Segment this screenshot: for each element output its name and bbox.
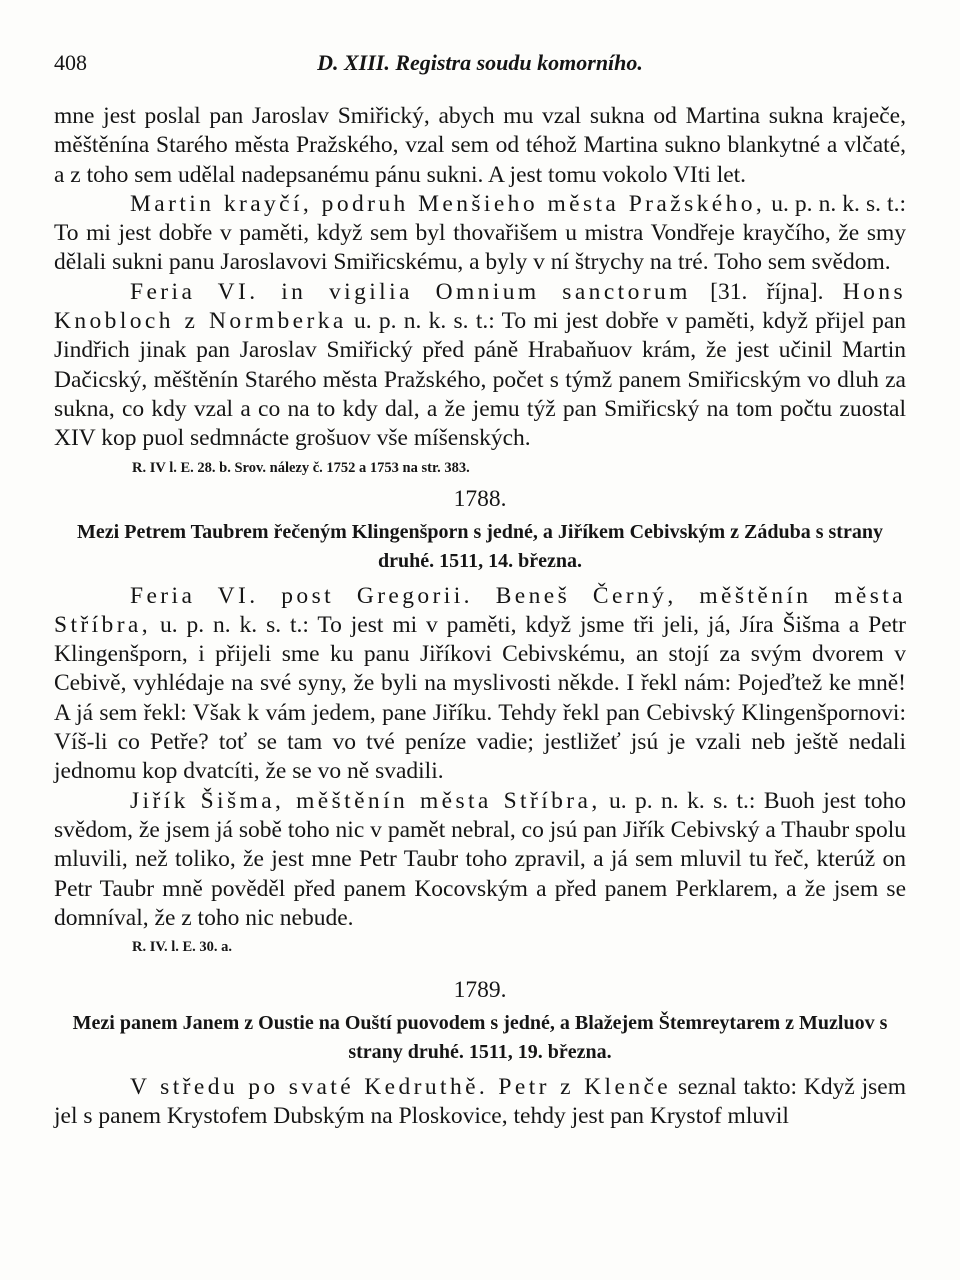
document-number-1789: 1789. xyxy=(453,977,507,1004)
witness-name: Petr z Klenče xyxy=(488,1074,672,1101)
source-note: R. IV l. E. 28. b. Srov. nálezy č. 1752 a 1753 na str. 383. xyxy=(132,459,470,476)
date-note: [31. října]. xyxy=(690,278,843,305)
testimony-text: seznal takto: Když jsem jel s panem Krystofem Dubským na Ploskovice, tehdy jest pan Krystof mluvil xyxy=(54,1074,906,1130)
testimony-knobloch xyxy=(54,278,906,454)
page-header xyxy=(54,50,906,84)
testimony-cerny xyxy=(54,582,906,787)
entry-date: V středu po svaté Kedruthě. xyxy=(130,1074,489,1101)
witness-name: Beneš Černý, měštěnín města Stříbra, xyxy=(54,582,907,638)
page-body xyxy=(54,102,906,1132)
witness-name: Hons Knobloch z Normberka xyxy=(54,278,906,335)
testimony-text: u. p. n. k. s. t.: To mi jest dobře v paměti, když přijel pan Jindřich jinak pan Jaroslav Smiřický před páně Hrabaňuov krám, že jest učinil Martin Dačicský, měštěnín Starého města Pražského, počet s týmž panem Smiřicským vo dluh za sukna, co kdy vzal a co na to kdy dal, a že jemu týž pan Smiřicský na tom počtu zuostal XIV kop puol sedmnácte grošuov vše míšenských. xyxy=(54,308,906,452)
document-heading-1789: Mezi panem Janem z Oustie na Ouští puovodem s jedné, a Blažejem Štemreytarem z Muzluov s strany druhé. 1511, 19. března. xyxy=(72,1012,888,1064)
entry-date: Feria VI. in vigilia Omnium sanctorum xyxy=(130,278,691,305)
witness-name: Martin krayčí, podruh Menšieho města Pražského, xyxy=(130,190,766,217)
testimony-sisma xyxy=(54,787,906,933)
running-head: D. XIII. Registra soudu komorního. xyxy=(317,50,643,75)
spacer xyxy=(54,961,906,973)
paragraph-continued: mne jest poslal pan Jaroslav Smiřický, abych mu vzal sukna od Martina sukna kraječe, měštěnína Starého města Pražského, vzal sem od téhož Martina sukno blankytné a vlčaté, a z toho sem udělal nadepsanému pánu sukni. A jest tomu vokolo VIti let. xyxy=(54,103,906,188)
testimony-text: u. p. n. k. s. t.: To jest mi v paměti, když jsme tři jeli, já, Jíra Šišma a Petr Klingenšporn, i přijeli sme ku panu Jiříkovi Cebivskému, an stojí za svým dvorem v Cebivě, vyhlédaje na své syny, že byli na myslivosti někde. I řekl nám: Pojeďtež ke mně! A já sem řekl: Však k vám jedem, pane Jiříku. Tehdy řekl pan Cebivský Klingenšpornovi: Víš-li co Petře? toť se tam vo tvé peníze vadie; jestližeť jsú je vzali neb ještě nedali jednomu kop dvatcíti, že se vo ně svadili. xyxy=(54,611,906,785)
document-number-1788: 1788. xyxy=(453,485,507,512)
page-number: 408 xyxy=(54,50,87,75)
witness-name: Jiřík Šišma, měštěnín města Stříbra, xyxy=(130,787,601,814)
testimony-text: u. p. n. k. s. t.: Buoh jest toho svědom, že jsem já sobě toho nic v pamět nebral, co jsú pan Jiřík Cebivský a Thaubr spolu mluvili, než toliko, že jest mne Petr Taubr toho zpravil, a já sem mluvil tu řeč, kterúž on Petr Taubr mně pověděl před panem Kocovským a před panem Perklarem, a že jsem se domníval, že z toho nic nebude. xyxy=(54,787,907,931)
testimony-martin xyxy=(54,190,906,278)
document-heading-1788: Mezi Petrem Taubrem řečeným Klingenšporn s jedné, a Jiříkem Cebivským z Záduba s strany druhé. 1511, 14. března. xyxy=(77,520,883,572)
testimony-klenc xyxy=(54,1073,906,1132)
source-note: R. IV. l. E. 30. a. xyxy=(132,939,233,956)
entry-date: Feria VI. post Gregorii. xyxy=(130,582,473,609)
testimony-text: u. p. n. k. s. t.: To mi jest dobře v paměti, když sem byl thovařišem u mistra Vondřeje krayčího, že smy dělali sukni panu Jaroslavovi Smiřicskému, a byly v ní štrychy na tré. Toho sem svědom. xyxy=(54,190,906,276)
